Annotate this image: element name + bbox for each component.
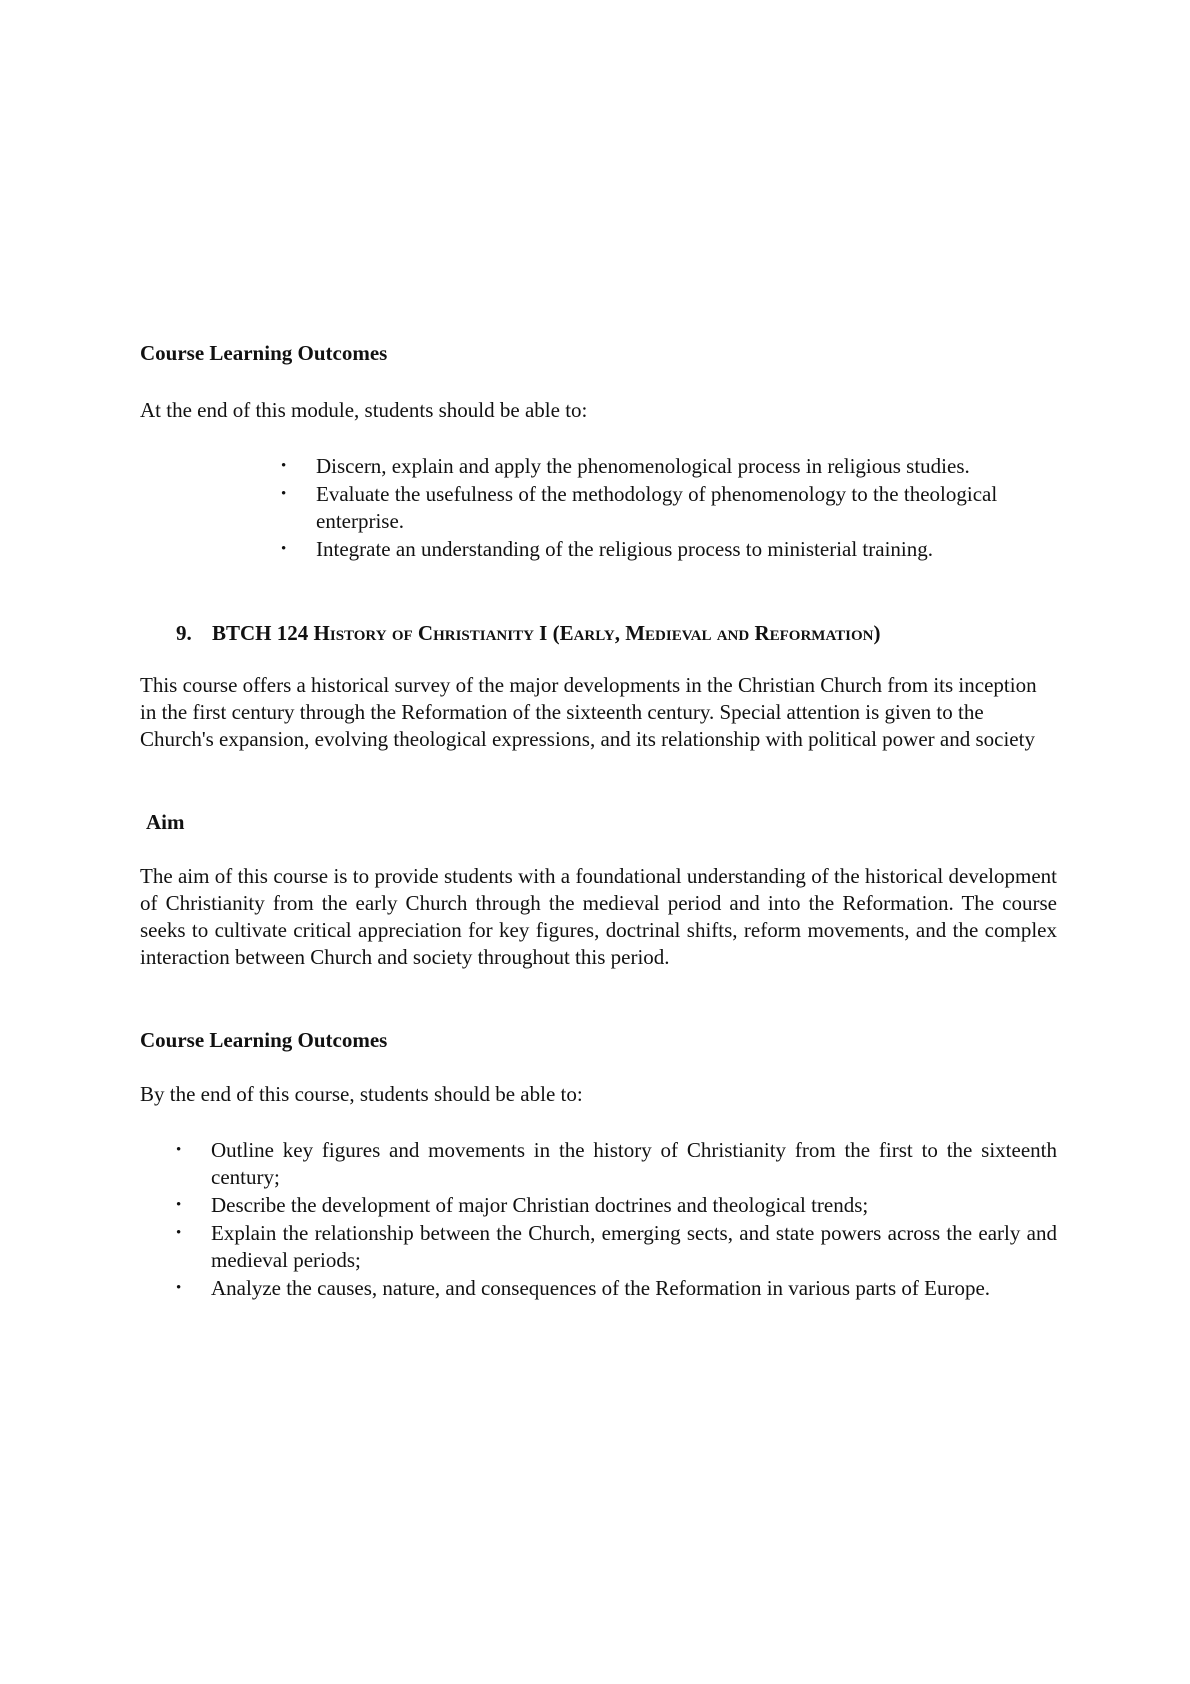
prev-outcomes-intro: At the end of this module, students should be able to:	[140, 398, 588, 422]
bullet-icon: •	[281, 541, 287, 557]
prev-outcomes-heading: Course Learning Outcomes	[140, 341, 388, 365]
list-item	[172, 1192, 1057, 1219]
prev-outcomes-list	[277, 453, 1077, 564]
course-code: BTCH 124	[212, 621, 309, 645]
bullet-icon: •	[176, 1197, 182, 1213]
list-item	[172, 1275, 1057, 1302]
bullet-icon: •	[176, 1225, 182, 1241]
bullet-icon: •	[281, 458, 287, 474]
list-item-text: Describe the development of major Christian doctrines and theological trends;	[211, 1193, 869, 1217]
list-item-text: Evaluate the usefulness of the methodology of phenomenology to the theological enterprise.	[316, 482, 998, 533]
list-item-text: Integrate an understanding of the religious process to ministerial training.	[316, 537, 933, 561]
bullet-icon: •	[176, 1280, 182, 1296]
course-outcomes-list	[172, 1137, 1057, 1303]
list-item	[277, 453, 1077, 480]
aim-text: The aim of this course is to provide students with a foundational understanding of the historical development of Christianity from the early Church through the medieval period and into the Reformation. The course seeks to cultivate critical appreciation for key figures, doctrinal shifts, reform movements, and the complex interaction between Church and society throughout this period.	[140, 864, 1057, 969]
list-item-text: Discern, explain and apply the phenomenological process in religious studies.	[316, 454, 970, 478]
list-item	[172, 1137, 1057, 1191]
course-description: This course offers a historical survey of the major developments in the Christian Church from its inception in the first century through the Reformation of the sixteenth century. Special attention is given to the Church's expansion, evolving theological expressions, and its relationship with political power and society	[140, 673, 1037, 751]
bullet-icon: •	[176, 1142, 182, 1158]
list-item	[277, 536, 1077, 563]
aim-heading: Aim	[146, 810, 185, 834]
list-item-text: Outline key figures and movements in the history of Christianity from the first to the sixteenth century;	[211, 1138, 1057, 1189]
course-heading	[176, 620, 881, 647]
bullet-icon: •	[281, 486, 287, 502]
list-item-text: Explain the relationship between the Church, emerging sects, and state powers across the early and medieval periods;	[211, 1221, 1057, 1272]
course-outcomes-heading: Course Learning Outcomes	[140, 1028, 388, 1052]
course-number: 9.	[176, 621, 192, 645]
list-item	[277, 481, 1077, 535]
course-title: History of Christianity I (Early, Medieval and Reformation)	[313, 621, 881, 645]
list-item	[172, 1220, 1057, 1274]
list-item-text: Analyze the causes, nature, and consequences of the Reformation in various parts of Europe.	[211, 1276, 991, 1300]
course-outcomes-intro: By the end of this course, students should be able to:	[140, 1082, 583, 1106]
